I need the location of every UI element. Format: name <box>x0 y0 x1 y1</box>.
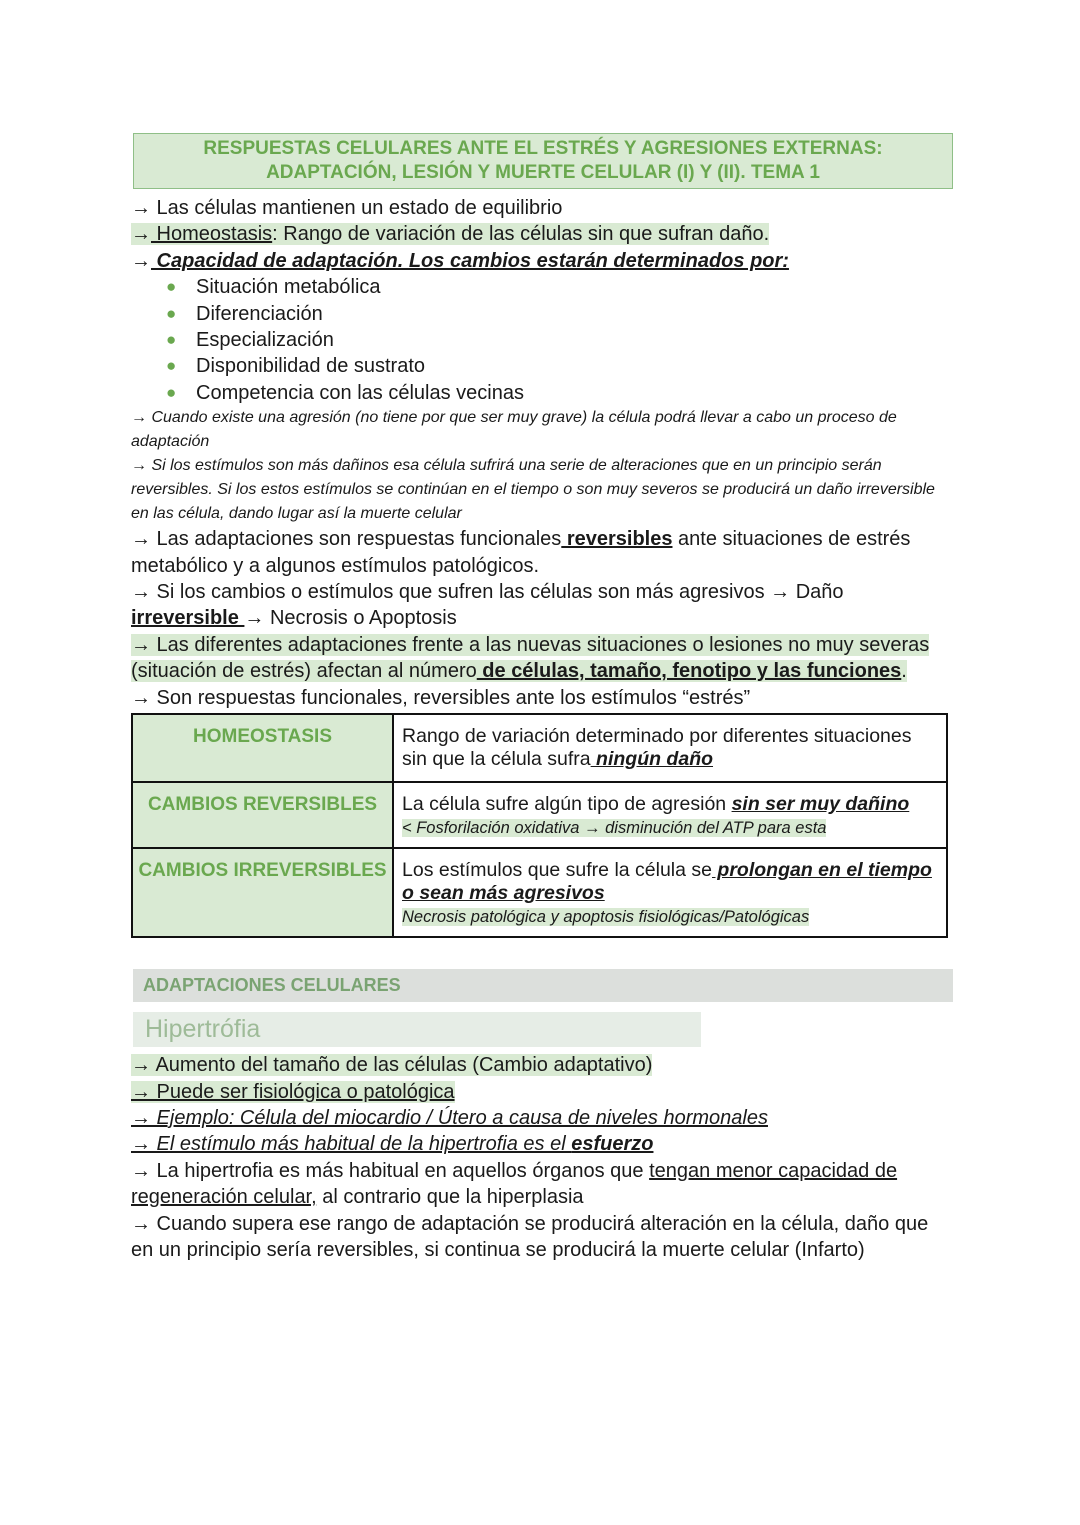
table-row <box>132 848 947 937</box>
homeostasis-term: Homeostasis <box>151 223 273 246</box>
homeostasis-definition: : Rango de variación de las células sin que sufran daño. <box>272 223 770 246</box>
row-cell: Rango de variación determinado por diferentes situaciones sin que la célula sufra ningún daño <box>393 714 947 782</box>
hyper-line-4: → El estímulo más habitual de la hipertrofia es el esfuerzo <box>131 1133 654 1156</box>
intro-line-2 <box>131 221 951 247</box>
list-item: ● Situación metabólica <box>164 274 951 300</box>
row-header-reversible: CAMBIOS REVERSIBLES <box>132 782 393 848</box>
list-item: ● Especialización <box>164 327 951 353</box>
row-cell: La célula sufre algún tipo de agresión sin ser muy dañino < Fosforilación oxidativa → disminución del ATP para esta <box>393 782 947 848</box>
determinants-list <box>131 274 951 406</box>
title-line-1: RESPUESTAS CELULARES ANTE EL ESTRÉS Y AGRESIONES EXTERNAS: <box>203 138 883 159</box>
bullet-icon: ● <box>166 303 177 323</box>
arrow: → <box>131 223 151 246</box>
list-item: ● Diferenciación <box>164 301 951 327</box>
note-aggression: → Cuando existe una agresión (no tiene por que ser muy grave) la célula podrá llevar a cabo un proceso de adaptación <box>131 409 897 451</box>
bullet-icon: ● <box>166 382 177 402</box>
para-adaptations: → Las adaptaciones son respuestas funcionales reversibles ante situaciones de estrés metabólico y a algunos estímulos patológicos. <box>131 528 911 577</box>
intro-line-3 <box>131 248 951 274</box>
states-table <box>131 713 948 938</box>
list-item: ● Disponibilidad de sustrato <box>164 353 951 379</box>
row-header-irreversible: CAMBIOS IRREVERSIBLES <box>132 848 393 937</box>
document-page <box>131 133 951 1263</box>
bullet-icon: ● <box>166 277 177 297</box>
para-responses: → Son respuestas funcionales, reversibles ante los estímulos “estrés” <box>131 686 751 709</box>
subsection-heading: Hipertrófia <box>133 1012 701 1047</box>
hyper-line-1: → Aumento del tamaño de las células (Cambio adaptativo) <box>131 1054 653 1077</box>
bullet-icon: ● <box>166 356 177 376</box>
document-title <box>133 133 953 189</box>
para-irreversible: → Si los cambios o estímulos que sufren las células son más agresivos → Daño irreversible → Necrosis o Apoptosis <box>131 581 844 630</box>
intro-line-1: → Las células mantienen un estado de equilibrio <box>131 197 563 219</box>
row-header-homeostasis: HOMEOSTASIS <box>132 714 393 782</box>
list-item: ● Competencia con las células vecinas <box>164 380 951 406</box>
section-heading: ADAPTACIONES CELULARES <box>133 969 953 1002</box>
title-line-2: ADAPTACIÓN, LESIÓN Y MUERTE CELULAR (I) Y (II). TEMA 1 <box>266 162 820 183</box>
note-harmful-stimuli: → Si los estímulos son más dañinos esa célula sufrirá una serie de alteraciones que en un principio serán reversibles. Si los estos estímulos se continúan en el tiempo o son muy severos se producirá un daño irreversible en las célula, dando lugar así la muerte celular <box>131 457 935 523</box>
hyper-line-6: → Cuando supera ese rango de adaptación se producirá alteración en la célula, daño que en un principio sería reversibles, si continua se producirá la muerte celular (Infarto) <box>131 1212 929 1261</box>
hyper-line-5: → La hipertrofia es más habitual en aquellos órganos que tengan menor capacidad de regeneración celular, al contrario que la hiperplasia <box>131 1159 898 1209</box>
table-row <box>132 782 947 848</box>
hyper-line-2: → Puede ser fisiológica o patológica <box>131 1080 455 1103</box>
arrow: → <box>131 249 151 272</box>
table-row <box>132 714 947 782</box>
adaptation-capacity: Capacidad de adaptación. Los cambios estarán determinados por: <box>151 249 789 272</box>
para-effects: → Las diferentes adaptaciones frente a las nuevas situaciones o lesiones no muy severas (situación de estrés) afectan al número de células, tamaño, fenotipo y las funciones. <box>131 633 930 683</box>
row-cell: Los estímulos que sufre la célula se prolongan en el tiempo o sean más agresivos Necrosis patológica y apoptosis fisiológicas/Patológicas <box>393 848 947 937</box>
bullet-icon: ● <box>166 330 177 350</box>
hyper-line-3: → Ejemplo: Célula del miocardio / Útero a causa de niveles hormonales <box>131 1106 768 1129</box>
